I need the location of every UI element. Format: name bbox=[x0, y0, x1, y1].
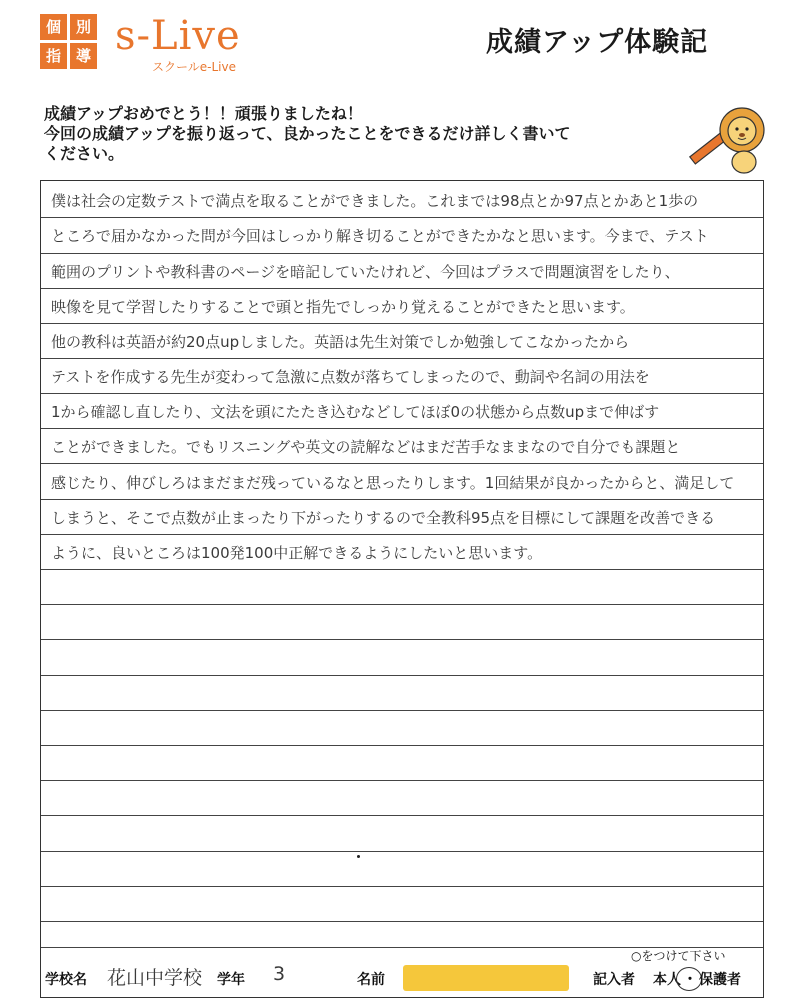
logo-char-3: 指 bbox=[40, 43, 67, 69]
school-value: 花山中学校 bbox=[107, 967, 203, 989]
handwritten-line-11: ように、良いところは100発100中正解できるようにしたいと思います。 bbox=[51, 544, 543, 562]
writer-separator: ・ bbox=[683, 972, 697, 988]
grade-value: 3 bbox=[273, 963, 286, 985]
form-footer bbox=[41, 947, 763, 998]
name-label: 名前 bbox=[357, 972, 385, 988]
instructions bbox=[44, 104, 664, 164]
writing-sheet bbox=[40, 180, 764, 998]
handwritten-line-8: ことができました。でもリスニングや英文の読解などはまだ苦手なままなので自分でも課題と bbox=[51, 438, 681, 456]
logo-char-2: 別 bbox=[70, 14, 97, 40]
handwritten-line-4: 映像を見て学習したりすることで頭と指先でしっかり覚えることができたと思います。 bbox=[51, 298, 635, 316]
handwritten-line-3: 範囲のプリントや教科書のページを暗記していたけれど、今回はプラスで問題演習をしたり、 bbox=[51, 263, 680, 281]
name-redacted-highlight bbox=[403, 965, 569, 991]
grade-label: 学年 bbox=[217, 972, 245, 988]
handwritten-line-5: 他の教科は英語が約20点upしました。英語は先生対策でしか勉強してこなかったから bbox=[51, 333, 630, 351]
writer-option-self: 本人 bbox=[653, 972, 681, 988]
logo-char-4: 導 bbox=[70, 43, 97, 69]
lion-with-pencil-icon bbox=[678, 96, 768, 176]
circle-instruction: ○をつけて下さい bbox=[631, 949, 726, 963]
writer-option-guardian: 保護者 bbox=[699, 972, 741, 988]
brand-logo-text: s-Live bbox=[115, 13, 241, 59]
stray-mark bbox=[357, 855, 360, 858]
brand-logo-subtitle: スクールe-Live bbox=[152, 60, 236, 74]
document-title: 成績アップ体験記 bbox=[486, 27, 709, 58]
instruction-line-2: 今回の成績アップを振り返って、良かったことをできるだけ詳しく書いて bbox=[44, 124, 571, 143]
handwritten-line-6: テストを作成する先生が変わって急激に点数が落ちてしまったので、動詞や名詞の用法を bbox=[51, 368, 650, 386]
instruction-line-3: ください。 bbox=[44, 144, 125, 163]
instruction-line-1: 成績アップおめでとう！！頑張りましたね！ bbox=[44, 104, 363, 123]
handwritten-line-9: 感じたり、伸びしろはまだまだ残っているなと思ったりします。1回結果が良かったからと、満足して bbox=[51, 474, 735, 492]
handwritten-line-7: 1から確認し直したり、文法を頭にたたき込むなどしてほぼ0の状態から点数upまで伸ばす bbox=[51, 403, 660, 421]
logo-char-1: 個 bbox=[40, 14, 67, 40]
handwritten-line-1: 僕は社会の定数テストで満点を取ることができました。これまでは98点とか97点とかあと1歩の bbox=[51, 192, 699, 210]
writer-label: 記入者 bbox=[593, 972, 635, 988]
handwritten-line-10: しまうと、そこで点数が止まったり下がったりするので全教科95点を目標にして課題を改善できる bbox=[51, 509, 716, 527]
handwritten-line-2: ところで届かなかった問が今回はしっかり解き切ることができたかなと思います。今まで、テスト bbox=[51, 227, 709, 245]
school-label: 学校名 bbox=[45, 972, 87, 988]
brand-logo-boxes bbox=[40, 14, 100, 72]
